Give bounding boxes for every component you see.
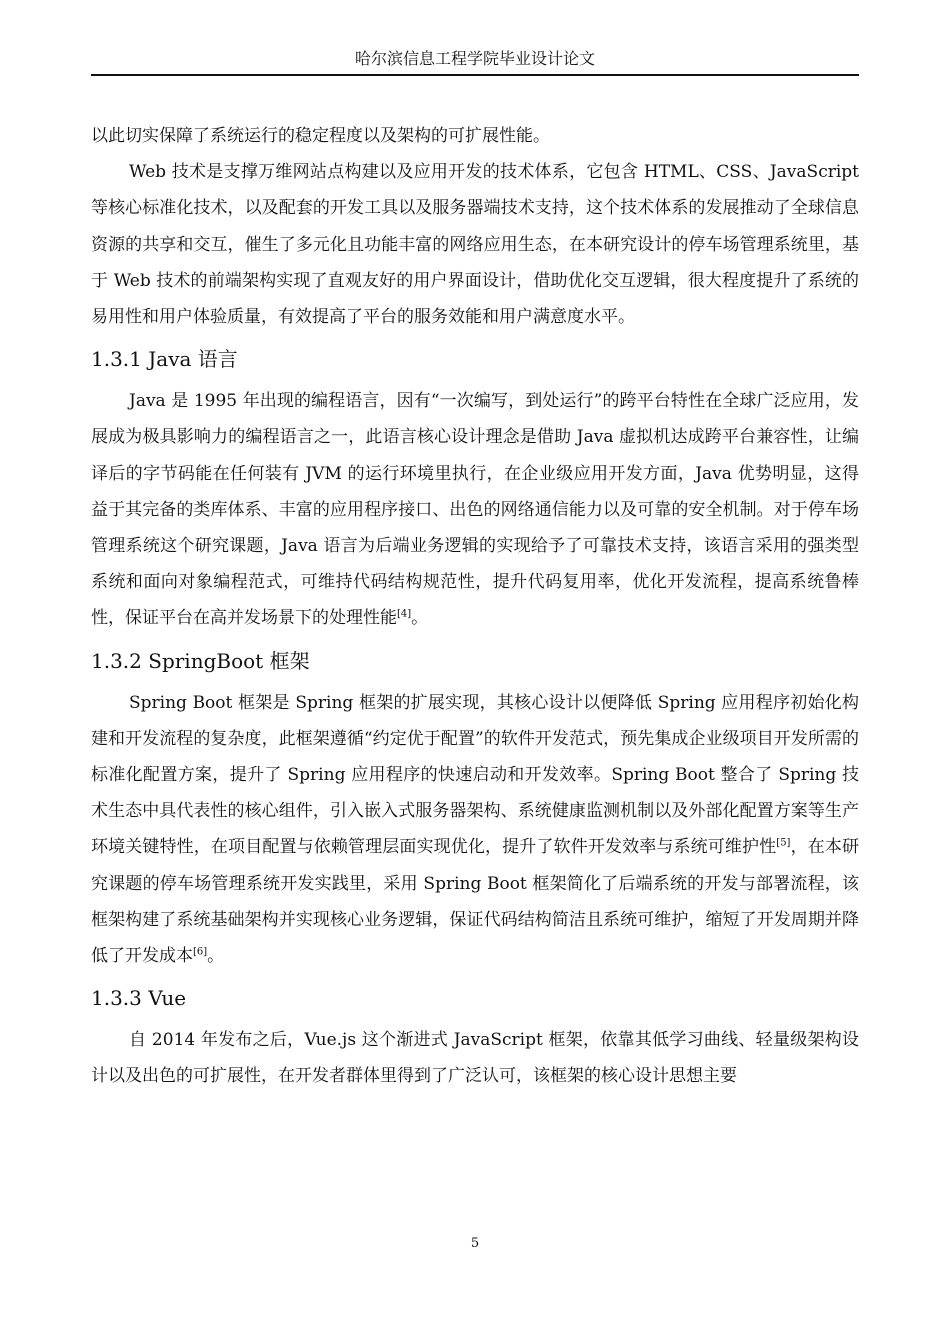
citation-6: [6] <box>193 946 208 958</box>
paragraph-java <box>91 383 859 636</box>
section-heading-vue: 1.3.3 Vue <box>91 986 187 1011</box>
paragraph-springboot-end: 。 <box>207 946 225 967</box>
paragraph-continuation: 以此切实保障了系统运行的稳定程度以及架构的可扩展性能。 <box>91 126 550 146</box>
paragraph-springboot <box>91 685 859 975</box>
citation-5: [5] <box>776 837 791 849</box>
paragraph-web-tech: Web 技术是支撑万维网站点构建以及应用开发的技术体系，它包含 HTML、CSS、JavaScript 等核心标准化技术，以及配套的开发工具以及服务器端技术支持，这个技术体系的发展推动了全球信息资源的共享和交互，催生了多元化且功能丰富的网络应用生态，在本研究设计的停车场管理系统里，基于 Web 技术的前端架构实现了直观友好的用户界面设计，借助优化交互逻辑，很大程度提升了系统的易用性和用户体验质量，有效提高了平台的服务效能和用户满意度水平。 <box>91 162 859 328</box>
citation-4: [4] <box>397 608 412 620</box>
paragraph-vue: 自 2014 年发布之后，Vue.js 这个渐进式 JavaScript 框架，依靠其低学习曲线、轻量级架构设计以及出色的可扩展性，在开发者群体里得到了广泛认可，该框架的核心设计思想主要 <box>91 1030 859 1087</box>
paragraph-springboot-text-a: Spring Boot 框架是 Spring 框架的扩展实现，其核心设计以便降低 Spring 应用程序初始化构建和开发流程的复杂度，此框架遵循“约定优于配置”的软件开发范式，预先集成企业级项目开发所需的标准化配置方案，提升了 Spring 应用程序的快速启动和开发效率。Spring Boot 整合了 Spring 技术生态中具代表性的核心组件，引入嵌入式服务器架构、系统健康监测机制以及外部化配置方案等生产环境关键特性，在项目配置与依赖管理层面实现优化，提升了软件开发效率与系统可维护性 <box>91 692 859 858</box>
header-rule <box>91 74 859 76</box>
body-text <box>91 118 859 1095</box>
section-heading-springboot: 1.3.2 SpringBoot 框架 <box>91 648 310 673</box>
paragraph-java-text: Java 是 1995 年出现的编程语言，因有“一次编写，到处运行”的跨平台特性在全球广泛应用，发展成为极具影响力的编程语言之一，此语言核心设计理念是借助 Java 虚拟机达成跨平台兼容性，让编译后的字节码能在任何装有 JVM 的运行环境里执行，在企业级应用开发方面，Java 优势明显，这得益于其完备的类库体系、丰富的应用程序接口、出色的网络通信能力以及可靠的安全机制。对于停车场管理系统这个研究课题，Java 语言为后端业务逻辑的实现给予了可靠技术支持，该语言采用的强类型系统和面向对象编程范式，可维持代码结构规范性，提升代码复用率，优化开发流程，提高系统鲁棒性，保证平台在高并发场景下的处理性能 <box>91 391 859 629</box>
running-header: 哈尔滨信息工程学院毕业设计论文 <box>354 49 595 68</box>
section-heading-java: 1.3.1 Java 语言 <box>91 347 238 372</box>
paragraph-springboot-text-b: ，在本研究课题的停车场管理系统开发实践里，采用 Spring Boot 框架简化了后端系统的开发与部署流程，该框架构建了系统基础架构并实现核心业务逻辑，保证代码结构简洁且系统可维护，缩短了开发周期并降低了开发成本 <box>91 837 859 967</box>
page-number: 5 <box>470 1236 480 1251</box>
paragraph-java-end: 。 <box>411 608 429 629</box>
